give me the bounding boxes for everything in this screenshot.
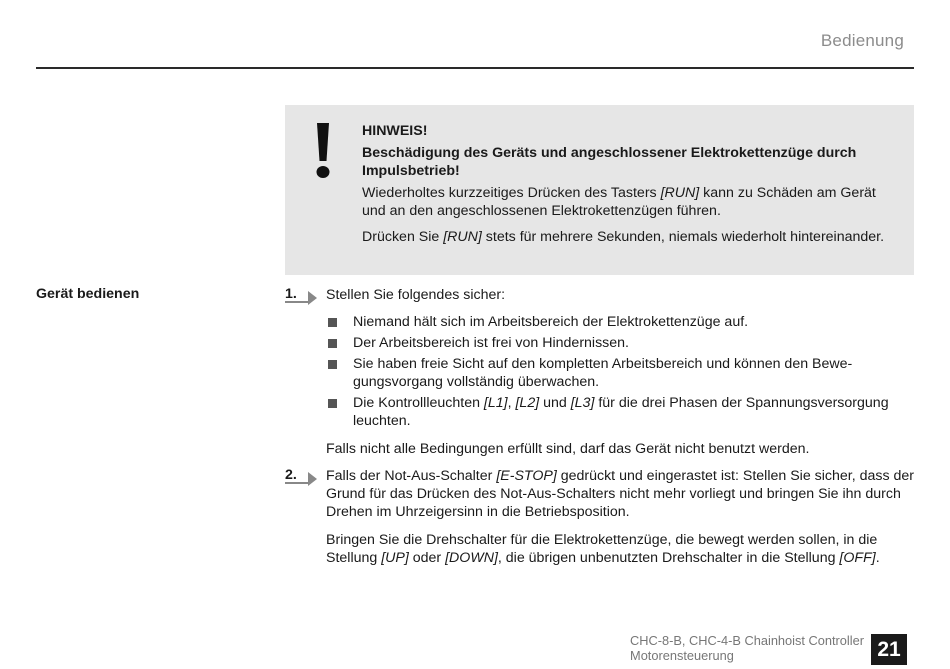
step-outro: Falls nicht alle Bedingungen erfüllt sind, darf das Gerät nicht benutzt werden. bbox=[326, 441, 810, 457]
list-item-text: Sie haben freie Sicht auf den kompletten Arbeitsbereich und können den Bewegungsvorgang vollständig überwachen. bbox=[353, 356, 853, 390]
text-span: gedrückt und eingerastet ist: Stellen Sie sicher, dass der Grund für das Drücken des Not-Aus-Schalters nicht mehr vorliegt und bringen Sie ihn durch Drehen im Uhrzeigersinn in die Betriebsposition. bbox=[326, 468, 915, 520]
list-item bbox=[326, 313, 914, 331]
step-arrow-icon bbox=[285, 470, 319, 486]
key-label: [L1] bbox=[483, 395, 508, 411]
step-number-text: 2. bbox=[285, 467, 297, 483]
square-bullet-icon bbox=[328, 318, 337, 327]
text-span: Die Kontrollleuchten bbox=[353, 395, 484, 411]
key-label-run: [RUN] bbox=[443, 229, 482, 245]
square-bullet-icon bbox=[328, 339, 337, 348]
list-item-text: Niemand hält sich im Arbeitsbereich der Elektrokettenzüge auf. bbox=[353, 314, 749, 330]
notice-label: HINWEIS! bbox=[362, 123, 428, 139]
footer-product-info bbox=[630, 633, 864, 663]
text-span: . bbox=[875, 550, 880, 566]
notice-body bbox=[362, 122, 897, 246]
step-intro: Stellen Sie folgendes sicher: bbox=[326, 287, 506, 303]
step-number bbox=[285, 467, 323, 487]
list-item bbox=[326, 355, 914, 391]
footer-product: CHC-8-B, CHC-4-B Chainhoist Controller bbox=[630, 633, 864, 648]
notice-paragraph-1 bbox=[362, 184, 897, 220]
text-span: für die drei Phasen der Spannungsversorgung leuchten. bbox=[353, 395, 889, 429]
condition-list bbox=[326, 313, 914, 430]
notice-box bbox=[285, 105, 914, 275]
text-span: oder bbox=[408, 550, 446, 566]
step-number bbox=[285, 286, 323, 306]
key-label: [L3] bbox=[570, 395, 595, 411]
section-heading: Gerät bedienen bbox=[36, 286, 140, 302]
text-span: , bbox=[507, 395, 516, 411]
text-span: kann zu Schäden am Gerät und an den angeschlossenen Elektrokettenzügen führen. bbox=[362, 185, 876, 219]
text-span: Wiederholtes kurzzeitiges Drücken des Tasters bbox=[362, 185, 661, 201]
text-span: und bbox=[539, 395, 571, 411]
notice-paragraph-2 bbox=[362, 228, 897, 246]
step-text bbox=[326, 467, 914, 567]
square-bullet-icon bbox=[328, 360, 337, 369]
step-text bbox=[326, 286, 914, 458]
section-title: Bedienung bbox=[820, 31, 904, 50]
key-label-estop: [E-STOP] bbox=[496, 468, 557, 484]
square-bullet-icon bbox=[328, 399, 337, 408]
text-span: Bringen Sie die Drehschalter für die Elektrokettenzüge, die bewegt werden sollen, in die Stellung bbox=[326, 532, 878, 566]
text-span: stets für mehrere Sekunden, niemals wiederholt hintereinander. bbox=[481, 229, 885, 245]
key-label: [L2] bbox=[515, 395, 540, 411]
list-item-text: Der Arbeitsbereich ist frei von Hindernissen. bbox=[353, 335, 629, 351]
step-paragraph-1 bbox=[326, 467, 914, 521]
step-paragraph-2 bbox=[326, 531, 914, 567]
step-arrow-icon bbox=[285, 289, 319, 305]
text-span: , die übrigen unbenutzten Drehschalter in die Stellung bbox=[497, 550, 840, 566]
key-label-run: [RUN] bbox=[660, 185, 700, 201]
key-label-off: [OFF] bbox=[839, 550, 876, 566]
exclamation-icon bbox=[313, 121, 333, 181]
list-item bbox=[326, 334, 914, 352]
key-label-down: [DOWN] bbox=[445, 550, 498, 566]
footer-subtitle: Motorensteuerung bbox=[630, 648, 734, 663]
notice-heading: Beschädigung des Geräts und angeschlossener Elektrokettenzüge durch Impulsbetrieb! bbox=[362, 145, 857, 179]
key-label-up: [UP] bbox=[381, 550, 409, 566]
text-span: Drücken Sie bbox=[362, 229, 444, 245]
header-rule bbox=[36, 67, 914, 69]
page-number: 21 bbox=[871, 634, 907, 665]
text-span: Falls der Not-Aus-Schalter bbox=[326, 468, 497, 484]
step-number-text: 1. bbox=[285, 286, 297, 302]
list-item bbox=[326, 394, 914, 430]
